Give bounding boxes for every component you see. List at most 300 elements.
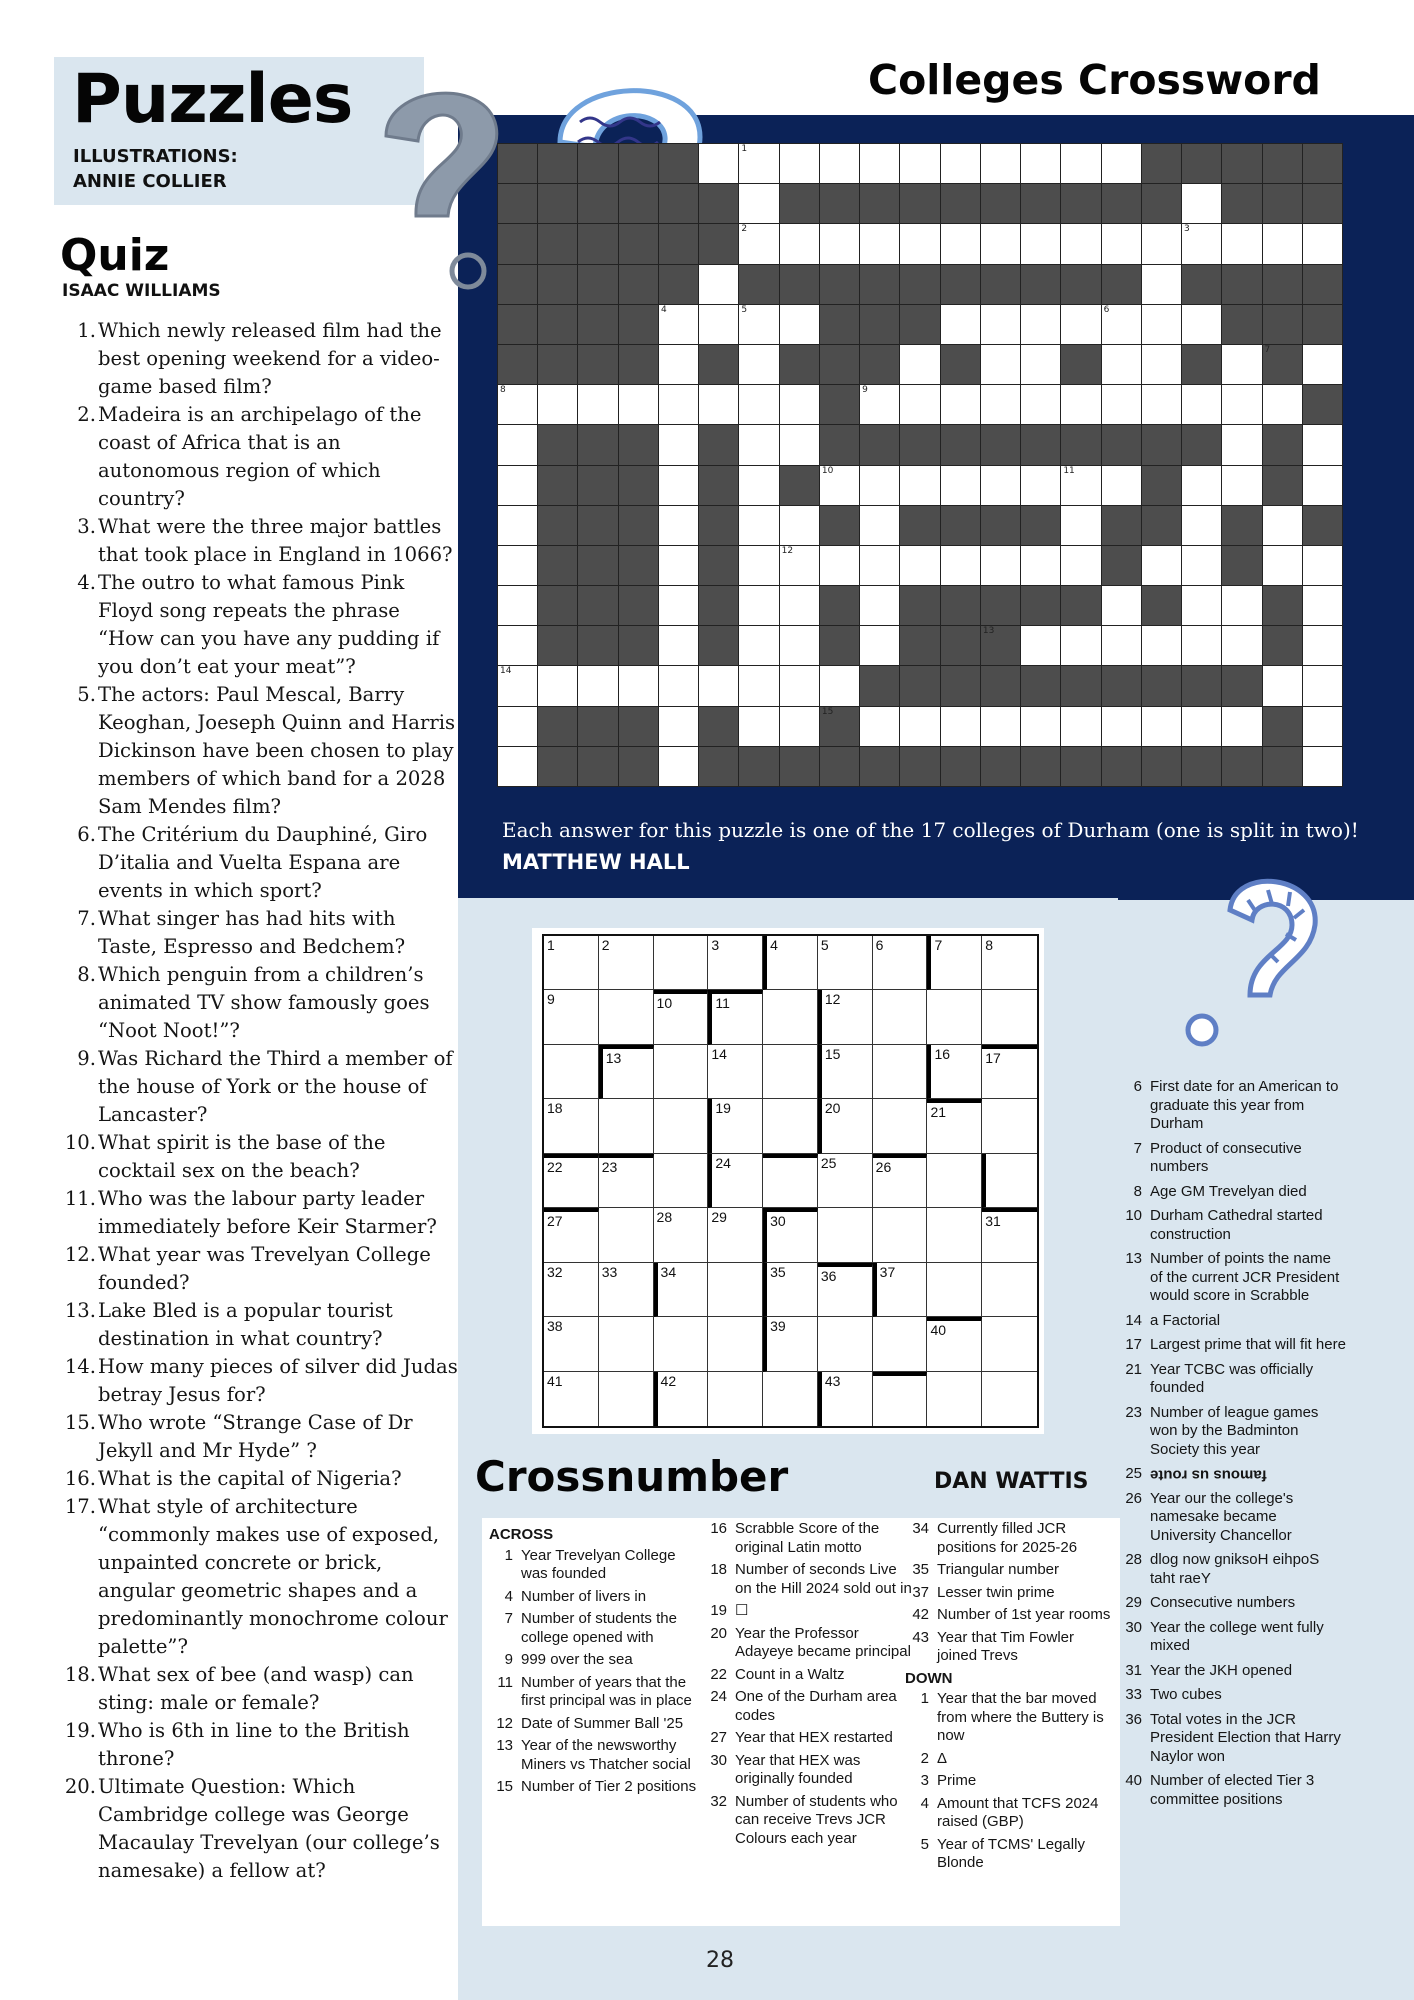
crossword-cell[interactable] xyxy=(659,506,698,545)
crossnumber-cell[interactable] xyxy=(927,1317,982,1371)
crossnumber-clue xyxy=(1118,1336,1346,1355)
crossword-cell[interactable] xyxy=(780,707,819,746)
clue-text: Year the Professor Adayeye became principal xyxy=(735,1624,911,1660)
crossword-cell[interactable] xyxy=(1222,385,1261,424)
crossnumber-cell[interactable] xyxy=(982,1317,1037,1371)
crossnumber-cell[interactable] xyxy=(599,1099,654,1153)
quiz-question-text: Was Richard the Third a member of the house of York or the house of Lancaster? xyxy=(98,1047,453,1126)
crossword-cell[interactable] xyxy=(1263,666,1302,705)
crossword-cell[interactable] xyxy=(699,385,738,424)
crossnumber-cell[interactable] xyxy=(927,1099,982,1153)
crossword-cell[interactable] xyxy=(1102,466,1141,505)
crossword-cell[interactable] xyxy=(1303,747,1342,786)
crossword-block xyxy=(941,747,980,786)
crossword-cell[interactable] xyxy=(1061,626,1100,665)
crossword-clue-number: 12 xyxy=(781,545,794,556)
crossword-cell[interactable] xyxy=(699,666,738,705)
crossword-cell[interactable] xyxy=(1021,546,1060,585)
crossword-cell[interactable] xyxy=(739,626,778,665)
crossword-cell[interactable] xyxy=(1263,506,1302,545)
crossnumber-cell[interactable] xyxy=(763,1372,818,1426)
crossword-cell[interactable] xyxy=(1182,184,1221,223)
crossword-block xyxy=(1263,144,1302,183)
crossword-block xyxy=(1222,747,1261,786)
crossword-cell[interactable] xyxy=(1182,506,1221,545)
crossword-cell[interactable] xyxy=(1061,506,1100,545)
crossword-cell[interactable] xyxy=(1021,345,1060,384)
crossnumber-cell[interactable] xyxy=(544,1154,599,1208)
crossword-cell[interactable] xyxy=(780,385,819,424)
quiz-question xyxy=(60,569,458,681)
crossword-cell[interactable] xyxy=(498,546,537,585)
crossword-block xyxy=(538,224,577,263)
crossword-cell[interactable] xyxy=(981,466,1020,505)
quiz-question-number: 17. xyxy=(64,1495,96,1518)
crossword-block xyxy=(1222,184,1261,223)
crossword-cell[interactable] xyxy=(739,425,778,464)
crossnumber-clue-number: 4 xyxy=(770,937,778,953)
crossword-cell[interactable] xyxy=(659,546,698,585)
crossnumber-cell[interactable] xyxy=(763,936,818,990)
crossword-cell[interactable] xyxy=(820,224,859,263)
crossword-cell[interactable] xyxy=(941,305,980,344)
crossword-cell[interactable] xyxy=(780,144,819,183)
crossnumber-cell[interactable] xyxy=(654,936,709,990)
crossnumber-cell[interactable] xyxy=(763,1263,818,1317)
crossnumber-cell[interactable] xyxy=(818,1263,873,1317)
crossword-cell[interactable] xyxy=(780,586,819,625)
clue-number: 9 xyxy=(504,1651,513,1668)
crossnumber-cell[interactable] xyxy=(708,1099,763,1153)
crossword-cell[interactable] xyxy=(1021,224,1060,263)
crossword-cell[interactable] xyxy=(941,546,980,585)
crossword-cell[interactable] xyxy=(981,224,1020,263)
crossword-cell[interactable] xyxy=(739,586,778,625)
crossword-cell[interactable] xyxy=(578,666,617,705)
crossword-cell[interactable] xyxy=(659,385,698,424)
crossword-cell[interactable] xyxy=(1303,466,1342,505)
crossword-cell[interactable] xyxy=(780,666,819,705)
crossword-block xyxy=(941,506,980,545)
crossnumber-cell[interactable] xyxy=(927,1208,982,1262)
crossword-cell[interactable] xyxy=(1263,224,1302,263)
crossword-cell[interactable] xyxy=(981,305,1020,344)
crossnumber-cell[interactable] xyxy=(818,1045,873,1099)
crossword-cell[interactable] xyxy=(739,385,778,424)
crossword-cell[interactable] xyxy=(820,546,859,585)
crossword-cell[interactable] xyxy=(780,224,819,263)
crossnumber-cell[interactable] xyxy=(873,1045,928,1099)
crossword-cell[interactable] xyxy=(1061,224,1100,263)
crossword-cell[interactable] xyxy=(1061,144,1100,183)
crossnumber-clue xyxy=(1118,1490,1346,1546)
crossnumber-cell[interactable] xyxy=(599,1317,654,1371)
crossword-cell[interactable] xyxy=(981,144,1020,183)
clue-text: Year that the bar moved from where the Buttery is now xyxy=(937,1690,1104,1744)
crossword-cell[interactable] xyxy=(1303,707,1342,746)
crossword-cell[interactable] xyxy=(1182,305,1221,344)
crossnumber-cell[interactable] xyxy=(599,1045,654,1099)
crossnumber-cell[interactable] xyxy=(927,1154,982,1208)
crossword-block xyxy=(860,747,899,786)
crossword-title: Colleges Crossword xyxy=(868,56,1321,104)
crossnumber-cell[interactable] xyxy=(982,1263,1037,1317)
crossnumber-cell[interactable] xyxy=(873,936,928,990)
crossword-cell[interactable] xyxy=(659,305,698,344)
quiz-question-number: 18. xyxy=(64,1663,96,1686)
quiz-question-number: 10. xyxy=(64,1131,96,1154)
crossword-cell[interactable] xyxy=(1142,626,1181,665)
crossnumber-cell[interactable] xyxy=(763,1208,818,1262)
crossnumber-cell[interactable] xyxy=(927,1263,982,1317)
crossword-cell[interactable] xyxy=(900,707,939,746)
crossnumber-cell[interactable] xyxy=(873,1099,928,1153)
crossnumber-cell[interactable] xyxy=(927,1045,982,1099)
crossword-cell[interactable] xyxy=(1142,385,1181,424)
crossword-cell[interactable] xyxy=(1142,305,1181,344)
crossnumber-cell[interactable] xyxy=(654,1045,709,1099)
crossnumber-clue xyxy=(703,1752,913,1789)
crossnumber-cell[interactable] xyxy=(873,1263,928,1317)
crossword-cell[interactable] xyxy=(498,626,537,665)
crossword-cell[interactable] xyxy=(538,385,577,424)
crossword-cell[interactable] xyxy=(739,546,778,585)
crossword-cell[interactable] xyxy=(780,506,819,545)
crossword-cell[interactable] xyxy=(498,385,537,424)
crossword-cell[interactable] xyxy=(780,305,819,344)
crossnumber-cell[interactable] xyxy=(982,1208,1037,1262)
clue-text: Currently filled JCR positions for 2025-26 xyxy=(937,1520,1078,1556)
crossword-block xyxy=(900,586,939,625)
crossnumber-cell[interactable] xyxy=(873,1372,928,1426)
crossword-cell[interactable] xyxy=(739,345,778,384)
crossnumber-cell[interactable] xyxy=(654,1154,709,1208)
crossword-cell[interactable] xyxy=(1102,345,1141,384)
crossnumber-cell[interactable] xyxy=(982,990,1037,1044)
crossnumber-cell[interactable] xyxy=(982,936,1037,990)
crossnumber-cell[interactable] xyxy=(544,1045,599,1099)
crossnumber-cell[interactable] xyxy=(708,1372,763,1426)
crossnumber-cell[interactable] xyxy=(654,990,709,1044)
crossword-cell[interactable] xyxy=(1182,586,1221,625)
crossnumber-cell[interactable] xyxy=(708,936,763,990)
crossnumber-cell[interactable] xyxy=(873,1154,928,1208)
crossword-cell[interactable] xyxy=(1182,626,1221,665)
crossnumber-cell[interactable] xyxy=(927,936,982,990)
crossword-cell[interactable] xyxy=(1182,707,1221,746)
crossword-cell[interactable] xyxy=(739,466,778,505)
crossword-cell[interactable] xyxy=(1222,626,1261,665)
crossword-cell[interactable] xyxy=(699,265,738,304)
crossword-cell[interactable] xyxy=(860,626,899,665)
crossword-cell[interactable] xyxy=(780,546,819,585)
crossword-cell[interactable] xyxy=(820,144,859,183)
crossnumber-cell[interactable] xyxy=(544,1099,599,1153)
crossword-cell[interactable] xyxy=(619,385,658,424)
quiz-question xyxy=(60,1465,458,1493)
crossnumber-cell[interactable] xyxy=(763,990,818,1044)
crossword-cell[interactable] xyxy=(1061,305,1100,344)
crossword-cell[interactable] xyxy=(1142,546,1181,585)
crossword-block xyxy=(538,586,577,625)
crossword-cell[interactable] xyxy=(860,546,899,585)
crossword-cell[interactable] xyxy=(780,425,819,464)
crossnumber-clue-number: 22 xyxy=(547,1158,563,1175)
crossword-cell[interactable] xyxy=(1021,466,1060,505)
crossword-clue-number: 11 xyxy=(1063,465,1075,476)
crossnumber-cell[interactable] xyxy=(873,990,928,1044)
crossword-cell[interactable] xyxy=(1222,425,1261,464)
crossword-cell[interactable] xyxy=(1222,707,1261,746)
crossword-cell[interactable] xyxy=(659,666,698,705)
crossword-cell[interactable] xyxy=(1263,385,1302,424)
crossnumber-cell[interactable] xyxy=(982,1099,1037,1153)
clue-text: First date for an American to graduate this year from Durham xyxy=(1150,1078,1339,1132)
crossword-cell[interactable] xyxy=(941,144,980,183)
crossword-cell[interactable] xyxy=(1222,224,1261,263)
crossword-cell[interactable] xyxy=(1222,586,1261,625)
crossnumber-cell[interactable] xyxy=(927,1372,982,1426)
crossnumber-cell[interactable] xyxy=(599,1263,654,1317)
crossword-cell[interactable] xyxy=(578,385,617,424)
crossnumber-cell[interactable] xyxy=(654,1263,709,1317)
crossnumber-cell[interactable] xyxy=(599,936,654,990)
crossword-cell[interactable] xyxy=(900,224,939,263)
crossword-cell[interactable] xyxy=(1021,626,1060,665)
clue-text: Durham Cathedral started construction xyxy=(1150,1207,1323,1243)
crossnumber-cell[interactable] xyxy=(599,1154,654,1208)
crossnumber-cell[interactable] xyxy=(708,1208,763,1262)
crossword-cell[interactable] xyxy=(1182,385,1221,424)
crossword-cell[interactable] xyxy=(941,385,980,424)
quiz-question-text: What spirit is the base of the cocktail sex on the beach? xyxy=(98,1131,386,1182)
crossword-cell[interactable] xyxy=(739,305,778,344)
crossword-cell[interactable] xyxy=(1263,546,1302,585)
crossword-cell[interactable] xyxy=(860,385,899,424)
crossword-cell[interactable] xyxy=(498,586,537,625)
crossword-block xyxy=(1182,345,1221,384)
crossnumber-cell[interactable] xyxy=(599,1372,654,1426)
crossword-cell[interactable] xyxy=(1142,345,1181,384)
crossnumber-cell[interactable] xyxy=(654,1317,709,1371)
crossword-cell[interactable] xyxy=(820,666,859,705)
crossword-block xyxy=(699,466,738,505)
quiz-question-number: 15. xyxy=(64,1411,96,1434)
crossword-cell[interactable] xyxy=(538,666,577,705)
crossword-block xyxy=(1061,345,1100,384)
crossword-cell[interactable] xyxy=(860,707,899,746)
crossword-clue-number: 6 xyxy=(1103,304,1110,315)
crossword-cell[interactable] xyxy=(1182,466,1221,505)
clue-text: Count in a Waltz xyxy=(735,1665,845,1683)
crossword-cell[interactable] xyxy=(900,546,939,585)
crossword-cell[interactable] xyxy=(900,345,939,384)
crossnumber-cell[interactable] xyxy=(763,1154,818,1208)
crossword-cell[interactable] xyxy=(1061,385,1100,424)
crossword-cell[interactable] xyxy=(1102,385,1141,424)
crossnumber-cell[interactable] xyxy=(982,1154,1037,1208)
crossword-cell[interactable] xyxy=(1021,144,1060,183)
crossnumber-cell[interactable] xyxy=(982,1045,1037,1099)
crossword-cell[interactable] xyxy=(498,707,537,746)
crossnumber-cell[interactable] xyxy=(654,1208,709,1262)
crossword-cell[interactable] xyxy=(780,626,819,665)
crossnumber-cell[interactable] xyxy=(708,1263,763,1317)
crossnumber-cell[interactable] xyxy=(818,1099,873,1153)
crossword-cell[interactable] xyxy=(1021,385,1060,424)
crossword-cell[interactable] xyxy=(941,466,980,505)
crossword-cell[interactable] xyxy=(1303,546,1342,585)
clue-text: a Factorial xyxy=(1150,1311,1221,1329)
crossword-cell[interactable] xyxy=(659,747,698,786)
crossword-cell[interactable] xyxy=(739,184,778,223)
crossnumber-clue xyxy=(703,1666,913,1685)
crossword-cell[interactable] xyxy=(1061,707,1100,746)
crossword-cell[interactable] xyxy=(860,466,899,505)
crossword-cell[interactable] xyxy=(739,707,778,746)
crossword-cell[interactable] xyxy=(1142,707,1181,746)
crossword-cell[interactable] xyxy=(1102,224,1141,263)
crossword-cell[interactable] xyxy=(860,586,899,625)
crossword-cell[interactable] xyxy=(1222,466,1261,505)
crossword-cell[interactable] xyxy=(981,707,1020,746)
crossnumber-cell[interactable] xyxy=(708,1045,763,1099)
crossword-cell[interactable] xyxy=(1303,224,1342,263)
crossword-cell[interactable] xyxy=(739,144,778,183)
crossnumber-cell[interactable] xyxy=(873,1208,928,1262)
crossword-cell[interactable] xyxy=(1303,425,1342,464)
crossnumber-cell[interactable] xyxy=(544,1317,599,1371)
crossnumber-clue-number: 16 xyxy=(934,1045,951,1062)
crossnumber-cell[interactable] xyxy=(818,1317,873,1371)
crossword-cell[interactable] xyxy=(1102,707,1141,746)
page-number: 28 xyxy=(706,1948,734,1973)
crossnumber-cell[interactable] xyxy=(599,990,654,1044)
crossword-cell[interactable] xyxy=(981,385,1020,424)
crossword-cell[interactable] xyxy=(498,666,537,705)
crossnumber-cell[interactable] xyxy=(544,1208,599,1262)
crossnumber-cell[interactable] xyxy=(818,1208,873,1262)
crossnumber-cell[interactable] xyxy=(818,936,873,990)
quiz-question-number: 5. xyxy=(77,683,96,706)
crossword-cell[interactable] xyxy=(739,506,778,545)
crossword-cell[interactable] xyxy=(659,345,698,384)
crossword-cell[interactable] xyxy=(1061,546,1100,585)
crossnumber-clue xyxy=(905,1584,1115,1603)
crossword-cell[interactable] xyxy=(860,224,899,263)
crossword-cell[interactable] xyxy=(941,707,980,746)
crossnumber-cell[interactable] xyxy=(873,1317,928,1371)
crossnumber-cell[interactable] xyxy=(927,990,982,1044)
crossnumber-cell[interactable] xyxy=(818,990,873,1044)
crossword-cell[interactable] xyxy=(739,666,778,705)
crossword-cell[interactable] xyxy=(1061,466,1100,505)
crossnumber-cell[interactable] xyxy=(763,1099,818,1153)
crossnumber-cell[interactable] xyxy=(818,1154,873,1208)
crossnumber-clue-number: 19 xyxy=(715,1100,731,1117)
crossword-cell[interactable] xyxy=(498,466,537,505)
crossword-cell[interactable] xyxy=(900,385,939,424)
crossword-cell[interactable] xyxy=(981,345,1020,384)
crossnumber-cell[interactable] xyxy=(544,990,599,1044)
crossword-cell[interactable] xyxy=(981,546,1020,585)
crossword-cell[interactable] xyxy=(739,224,778,263)
crossword-cell[interactable] xyxy=(659,425,698,464)
crossword-cell[interactable] xyxy=(699,144,738,183)
crossword-cell[interactable] xyxy=(659,707,698,746)
clue-number: 21 xyxy=(1125,1360,1142,1378)
crossword-cell[interactable] xyxy=(498,506,537,545)
crossword-cell[interactable] xyxy=(900,144,939,183)
crossword-cell[interactable] xyxy=(659,466,698,505)
clue-text: Number of seconds Live on the Hill 2024 sold out in xyxy=(735,1561,912,1597)
crossnumber-cell[interactable] xyxy=(544,936,599,990)
crossword-cell[interactable] xyxy=(659,626,698,665)
crossword-cell[interactable] xyxy=(619,666,658,705)
quiz-question xyxy=(60,1661,458,1717)
crossnumber-cell[interactable] xyxy=(708,1317,763,1371)
crossword-clue-number: 13 xyxy=(982,626,995,637)
crossnumber-cell[interactable] xyxy=(654,1372,709,1426)
crossword-block xyxy=(578,224,617,263)
crossword-cell[interactable] xyxy=(1021,707,1060,746)
crossnumber-cell[interactable] xyxy=(544,1372,599,1426)
crossword-cell[interactable] xyxy=(699,305,738,344)
crossnumber-cell[interactable] xyxy=(708,1154,763,1208)
crossnumber-cell[interactable] xyxy=(708,990,763,1044)
crossword-cell[interactable] xyxy=(1303,586,1342,625)
crossword-cell[interactable] xyxy=(1182,546,1221,585)
crossword-cell[interactable] xyxy=(1102,305,1141,344)
crossnumber-cell[interactable] xyxy=(654,1099,709,1153)
crossword-cell[interactable] xyxy=(1142,224,1181,263)
crossnumber-cell[interactable] xyxy=(818,1372,873,1426)
crossword-cell[interactable] xyxy=(900,466,939,505)
crossnumber-cell[interactable] xyxy=(599,1208,654,1262)
crossword-cell[interactable] xyxy=(1303,345,1342,384)
crossword-cell[interactable] xyxy=(1102,144,1141,183)
crossword-cell[interactable] xyxy=(1182,224,1221,263)
crossword-cell[interactable] xyxy=(1303,626,1342,665)
crossword-block xyxy=(1142,184,1181,223)
crossword-block xyxy=(619,305,658,344)
crossnumber-cell[interactable] xyxy=(763,1317,818,1371)
crossword-cell[interactable] xyxy=(1021,305,1060,344)
crossnumber-cell[interactable] xyxy=(544,1263,599,1317)
crossword-cell[interactable] xyxy=(860,506,899,545)
crossword-cell[interactable] xyxy=(820,466,859,505)
crossword-block xyxy=(578,265,617,304)
crossword-block xyxy=(1102,506,1141,545)
crossword-cell[interactable] xyxy=(941,224,980,263)
crossnumber-cell[interactable] xyxy=(982,1372,1037,1426)
crossword-cell[interactable] xyxy=(1142,265,1181,304)
crossword-cell[interactable] xyxy=(659,586,698,625)
crossnumber-grid xyxy=(542,934,1039,1428)
crossword-cell[interactable] xyxy=(1102,586,1141,625)
crossword-cell[interactable] xyxy=(860,144,899,183)
crossword-block xyxy=(1021,666,1060,705)
crossnumber-cell[interactable] xyxy=(763,1045,818,1099)
crossword-cell[interactable] xyxy=(1102,626,1141,665)
crossword-block xyxy=(1303,144,1342,183)
crossword-cell[interactable] xyxy=(1222,345,1261,384)
crossword-cell[interactable] xyxy=(1303,666,1342,705)
clue-number: 25 xyxy=(1125,1465,1142,1482)
crossword-cell[interactable] xyxy=(498,747,537,786)
crossword-cell[interactable] xyxy=(498,425,537,464)
crossword-block xyxy=(1142,425,1181,464)
